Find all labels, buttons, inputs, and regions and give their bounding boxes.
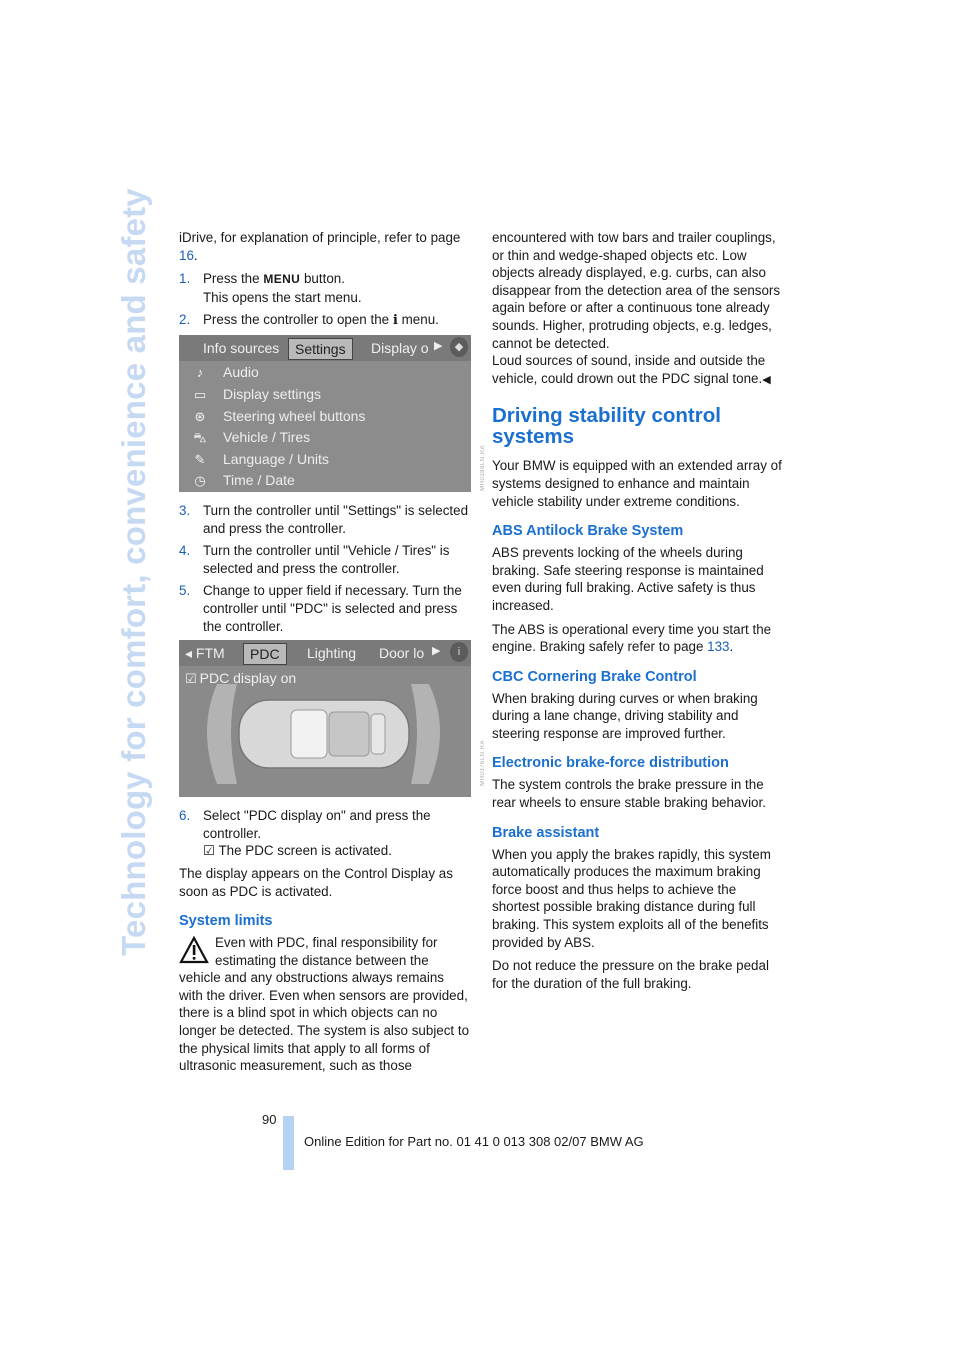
menu-item-display-settings[interactable]: ▭ Display settings [179,384,471,405]
rear-sensor-zone [411,684,440,784]
abs-text-2: The ABS is operational every time you start the engine. Braking safely refer to page 133. [492,621,772,655]
clock-icon: ◷ [194,472,206,488]
footer-accent-bar [283,1116,294,1170]
step-4: 4. Turn the controller until "Vehicle / Tires" is selected and press the controller. [179,543,450,576]
car-windshield [291,710,327,758]
front-sensor-zone [207,684,237,784]
menu-item-vehicle-tires[interactable]: ⛍ Vehicle / Tires [179,427,471,448]
ebd-heading: Electronic brake-force distribution [492,755,729,772]
page-number: 90 [262,1112,277,1127]
checkbox-checked-icon: ☑ [185,671,197,687]
page-link-16[interactable]: 16 [179,247,194,263]
warning-block: Even with PDC, final responsibility for estimating the distance between the vehicle and any obstructions always remains with the driver. Even when sensors are provided, there is a blind spot in which objects can no longer be detected. The system is also subject to the physical limits that apply to all forms of ultrasonic measurement, such as those [179,935,470,1074]
tab-info-sources[interactable]: Info sources [203,339,280,356]
edition-footer: Online Edition for Part no. 01 41 0 013 308 02/07 BMW AG [304,1134,644,1149]
right-column [492,229,786,998]
image-id: MH0388LN.RA [480,444,486,491]
brake-assistant-heading: Brake assistant [492,824,600,841]
display-paragraph: The display appears on the Control Display as soon as PDC is activated. [179,865,453,899]
info-menu-icon: i [392,312,398,329]
menu-item-steering-wheel-buttons[interactable]: ⊛ Steering wheel buttons [179,406,471,427]
intro-paragraph: iDrive, for explanation of principle, refer to page 16. [179,230,461,263]
display-icon: ▭ [193,386,207,402]
step-3: 3. Turn the controller until "Settings" is selected and press the controller. [179,502,469,536]
pdc-screen [179,640,471,797]
step-1: 1. Press the MENU button. This opens the start menu. [179,271,362,305]
step-5: 5. Change to upper field if necessary. Turn the controller until "PDC" is selected and press the controller. [179,583,462,634]
continued-paragraph: encountered with tow bars and trailer couplings, or thin and wedge-shaped objects etc. Low objects already displayed, e.g. curbs, can also disappear from the detection area of the sensors again before or after a continuous tone already sounds. Higher, protruding objects, e.g. ledges, cannot be detected. [492,230,781,351]
cbc-text: When braking during curves or when braking during a lane change, driving stability and steering response are improved further. [492,690,758,741]
steering-wheel-icon: ⊛ [194,408,206,424]
tab-ftm[interactable]: ◂ FTM [185,645,225,662]
tab-next-arrow-icon[interactable]: ▶ [432,645,441,658]
step-6: 6. Select "PDC display on" and press the controller. ☑ The PDC screen is activated. [179,808,431,859]
abs-text: ABS prevents locking of the wheels during braking. Safe steering response is maintained even during full braking. Active safety is thus increased. [492,545,764,613]
tab-next-arrow-icon[interactable]: ▶ [434,339,443,352]
brake-assistant-text-2: Do not reduce the pressure on the brake pedal for the duration of the full braking. [492,958,769,991]
car-rear-window [371,714,385,754]
sound-paragraph: Loud sources of sound, inside and outside the vehicle, could drown out the PDC signal tone.◀ [492,353,771,386]
image-id: MH0376LN.RA [480,740,486,786]
settings-menu-screen [179,335,471,492]
language-icon: ✎ [194,451,206,467]
audio-icon: ♪ [196,364,204,380]
tab-door-locks[interactable]: Door lo [379,645,425,662]
cbc-heading: CBC Cornering Brake Control [492,668,697,685]
pdc-display-on-option[interactable]: ☑ PDC display on [185,670,297,687]
menu-item-time-date[interactable]: ◷ Time / Date [179,470,471,491]
left-column [179,229,486,1075]
page-link-133[interactable]: 133 [707,639,730,655]
menu-item-audio[interactable]: ♪ Audio [179,362,471,383]
brake-assistant-text: When you apply the brakes rapidly, this system automatically produces the maximum braking force boost and thus helps to achieve the shortest possible braking distance during full braking. This system exploits all of the benefits provided by ABS. [492,846,771,950]
tab-lighting[interactable]: Lighting [307,645,357,662]
step-2: 2. Press the controller to open the i menu. [179,312,439,329]
controller-knob-icon: ◆ [450,337,468,357]
chapter-side-title: Technology for comfort, convenience and safety [115,188,153,956]
menu-button-icon: MENU [263,272,301,287]
info-knob-icon: i [450,642,468,662]
vehicle-icon: ⛍ [193,429,207,445]
dsc-heading: Driving stability control systems [492,404,721,449]
checkmark-icon: ☑ [203,843,216,859]
tab-display[interactable]: Display o [371,339,429,356]
warning-triangle-icon [179,936,209,964]
end-of-section-icon: ◀ [762,373,771,386]
system-limits-heading: System limits [179,913,273,930]
tab-pdc[interactable]: PDC [243,643,287,665]
menu-item-language-units[interactable]: ✎ Language / Units [179,449,471,470]
ebd-text: The system controls the brake pressure in the rear wheels to ensure stable braking behavior. [492,777,766,811]
dsc-intro: Your BMW is equipped with an extended array of systems designed to enhance and maintain vehicle stability under extreme conditions. [492,458,782,509]
car-roof [329,712,369,756]
tab-settings[interactable]: Settings [288,338,353,360]
abs-heading: ABS Antilock Brake System [492,523,684,540]
